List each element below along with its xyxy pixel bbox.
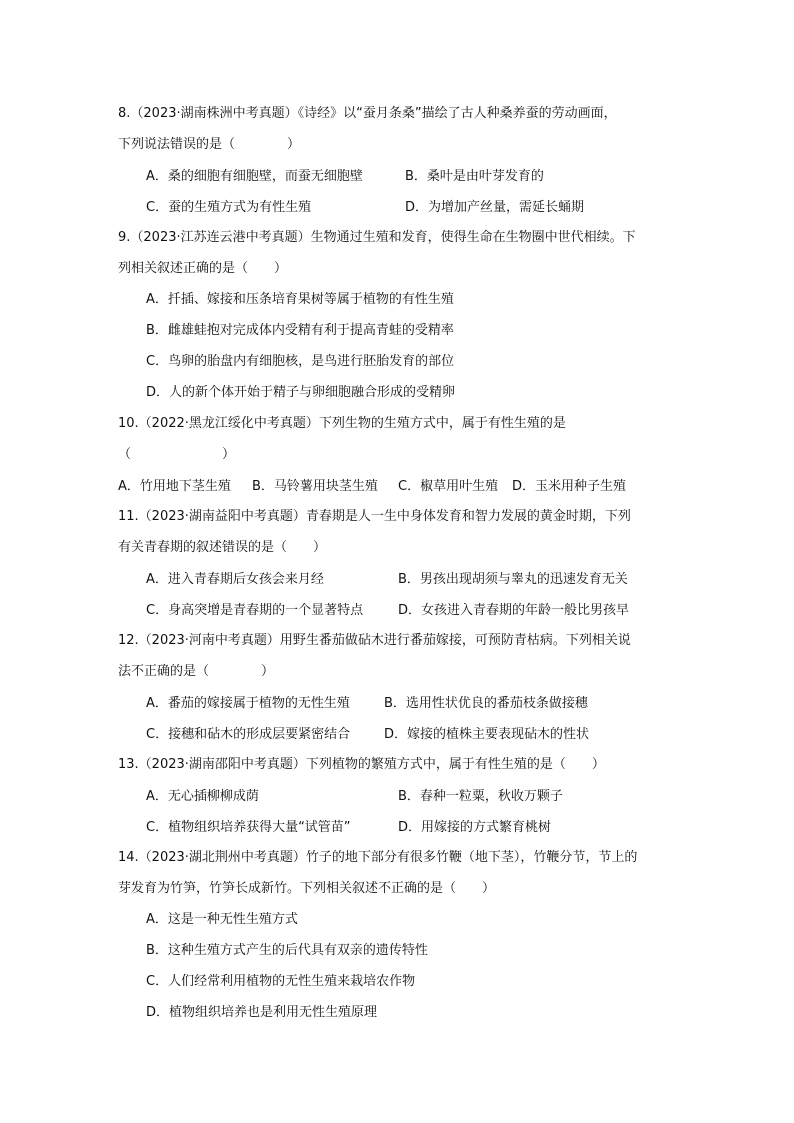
question-12-stem: 12.（2023·河南中考真题）用野生番茄做砧木进行番茄嫁接，可预防青枯病。下列相关说 [118, 633, 631, 648]
q12-option-d: D．嫁接的植株主要表现砧木的性状 [384, 727, 590, 742]
q9-option-d: D．人的新个体开始于精子与卵细胞融合形成的受精卵 [146, 385, 456, 400]
question-8-stem-cont: 下列说法错误的是（ ） [118, 137, 301, 152]
question-14-stem-cont: 芽发育为竹笋，竹笋长成新竹。下列相关叙述不正确的是（ ） [118, 881, 496, 896]
q11-option-c: C．身高突增是青春期的一个显著特点 [146, 603, 364, 618]
question-11-stem: 11.（2023·湖南益阳中考真题）青春期是人一生中身体发育和智力发展的黄金时期，下列 [118, 509, 631, 524]
q8-option-d: D．为增加产丝量，需延长蛹期 [405, 200, 585, 215]
question-9-stem-cont: 列相关叙述正确的是（ ） [118, 261, 288, 276]
q10-option-b: B．马铃薯用块茎生殖 [252, 479, 378, 494]
q8-option-c: C．蚕的生殖方式为有性生殖 [146, 200, 312, 215]
q8-option-a: A．桑的细胞有细胞壁，而蚕无细胞壁 [146, 169, 363, 184]
q14-option-c: C．人们经常利用植物的无性生殖来栽培农作物 [146, 974, 416, 989]
q9-option-c: C．鸟卵的胎盘内有细胞核，是鸟进行胚胎发育的部位 [146, 354, 455, 369]
q12-option-c: C．接穗和砧木的形成层要紧密结合 [146, 727, 351, 742]
q9-option-b: B．雌雄蛙抱对完成体内受精有利于提高青蛙的受精率 [146, 323, 454, 338]
q10-option-a: A．竹用地下茎生殖 [118, 479, 231, 494]
q11-option-b: B．男孩出现胡须与睾丸的迅速发育无关 [398, 572, 628, 587]
q10-option-d: D．玉米用种子生殖 [512, 479, 627, 494]
q14-option-a: A．这是一种无性生殖方式 [146, 912, 298, 927]
question-10-stem-cont: （ ） [118, 447, 236, 462]
q13-option-a: A．无心插柳柳成荫 [146, 789, 259, 804]
q10-option-c: C．椒草用叶生殖 [398, 479, 499, 494]
question-11-stem-cont: 有关青春期的叙述错误的是（ ） [118, 540, 327, 555]
q12-option-b: B．选用性状优良的番茄枝条做接穗 [384, 696, 588, 711]
q8-option-b: B．桑叶是由叶芽发育的 [405, 169, 544, 184]
question-8-stem: 8.（2023·湖南株洲中考真题）《诗经》以“蚕月条桑”描绘了古人种桑养蚕的劳动画面， [118, 106, 617, 121]
question-12-stem-cont: 法不正确的是（ ） [118, 664, 275, 679]
q14-option-b: B．这种生殖方式产生的后代具有双亲的遗传特性 [146, 943, 428, 958]
q13-option-d: D．用嫁接的方式繁育桃树 [398, 820, 552, 835]
question-10-stem: 10.（2022·黑龙江绥化中考真题）下列生物的生殖方式中，属于有性生殖的是 [118, 416, 566, 431]
q12-option-a: A．番茄的嫁接属于植物的无性生殖 [146, 696, 350, 711]
question-9-stem: 9.（2023·江苏连云港中考真题）生物通过生殖和发育，使得生命在生物圈中世代相续。下 [118, 230, 636, 245]
question-14-stem: 14.（2023·湖北荆州中考真题）竹子的地下部分有很多竹鞭（地下茎），竹鞭分节，节上的 [118, 850, 638, 865]
q13-option-b: B．春种一粒粟，秋收万颗子 [398, 789, 563, 804]
q11-option-a: A．进入青春期后女孩会来月经 [146, 572, 324, 587]
q9-option-a: A．扦插、嫁接和压条培育果树等属于植物的有性生殖 [146, 292, 454, 307]
q11-option-d: D．女孩进入青春期的年龄一般比男孩早 [398, 603, 630, 618]
q14-option-d: D．植物组织培养也是利用无性生殖原理 [146, 1005, 378, 1020]
q13-option-c: C．植物组织培养获得大量“试管苗” [146, 820, 351, 835]
question-13-stem: 13.（2023·湖南邵阳中考真题）下列植物的繁殖方式中，属于有性生殖的是（ ） [118, 757, 605, 772]
